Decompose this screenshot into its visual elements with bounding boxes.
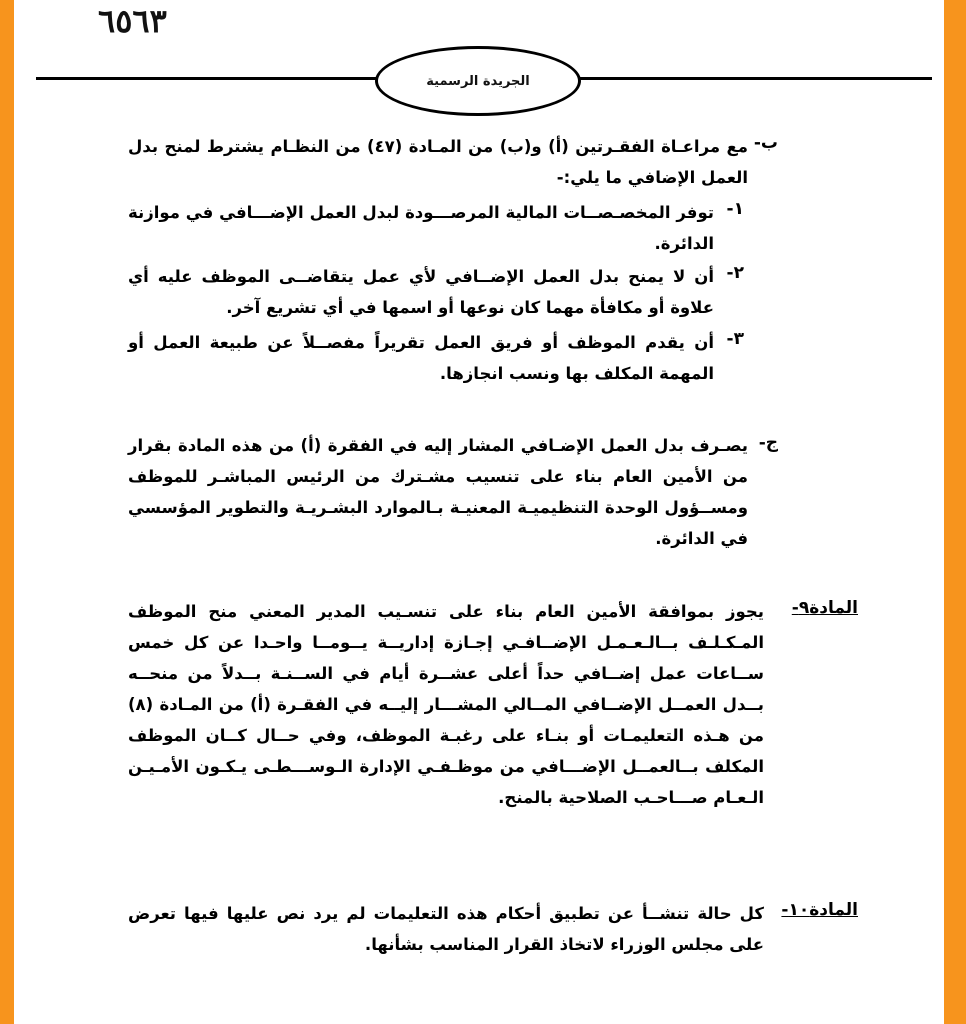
- section-b-item-1-num: ١-: [726, 199, 744, 219]
- section-b-item-3-num: ٣-: [726, 329, 744, 349]
- section-c-text: يصـرف بدل العمل الإضـافي المشار إليه في الفقرة (أ) من هذه المادة بقرار من الأمين العام بناء على تنسيب مشـترك من الرئيس المباشـر للموظف ومســؤول الوحدة التنظيميـة المعنيـة بـالموارد البشـريـة والتطوير المؤسسي في الدائرة.: [128, 436, 748, 548]
- article-9-text: يجوز بموافقة الأمين العام بناء على تنسـيب المدير المعني منح الموظف المـكـلـف بــالـعـمـل الإضــافـي إجـازة إداريــة يــومــا واحـدا عن كل خمس ســاعات عمل إضــافي حداً أعلى عشــرة أيام في الســنـة بــدلاً من منحــه بــدل العمــل الإضــافي المــالي المشـــار إليــه في الفقـرة (أ) من المـادة (٨) من هـذه التعليمـات أو بنـاء على رغبـة الموظف، وفي حــال كــان الموظف المكلف بــالعمــل الإضـــافي من موظـفـي الإدارة الـوســـطـى يـكـون الأمـيـن الـعـام صـــاحـب الصلاحية بالمنح.: [128, 602, 764, 807]
- section-b-item-1-text: توفر المخصـصــات المالية المرصـــودة لبدل العمل الإضـــافي في موازنة الدائرة.: [128, 203, 714, 253]
- section-c-label: ج-: [758, 433, 778, 453]
- article-10-text: كل حالة تنشــأ عن تطبيق أحكام هذه التعليمات لم يرد نص عليها فيها تعرض على مجلس الوزراء لاتخاذ القرار المناسب بشأنها.: [128, 904, 764, 954]
- gazette-page: [14, 0, 944, 1024]
- section-b-item-2-text: أن لا يمنح بدل العمل الإضــافي لأي عمل يتقاضــى الموظف عليه أي علاوة أو مكافأة مهما كان نوعها أو اسمها في أي تشريع آخر.: [128, 267, 714, 317]
- gazette-title: الجريدة الرسمية: [426, 73, 530, 89]
- section-b-item-2-num: ٢-: [726, 263, 744, 283]
- section-b-intro: مع مراعـاة الفقـرتين (أ) و(ب) من المـادة (٤٧) من النظـام يشترط لمنح بدل العمل الإضافي ما يلي:-: [128, 137, 749, 187]
- page-number: ٦٥٦٣: [98, 2, 167, 40]
- section-b-item-3-text: أن يقدم الموظف أو فريق العمل تقريراً مفصــلاً عن طبيعة العمل أو المهمة المكلف بها ونسب انجازها.: [128, 333, 714, 383]
- section-b-label: ب-: [753, 133, 778, 153]
- article-9-label: المادة٩-: [791, 598, 858, 618]
- gazette-title-oval: [375, 46, 581, 116]
- article-10-label: المادة١٠-: [781, 900, 858, 920]
